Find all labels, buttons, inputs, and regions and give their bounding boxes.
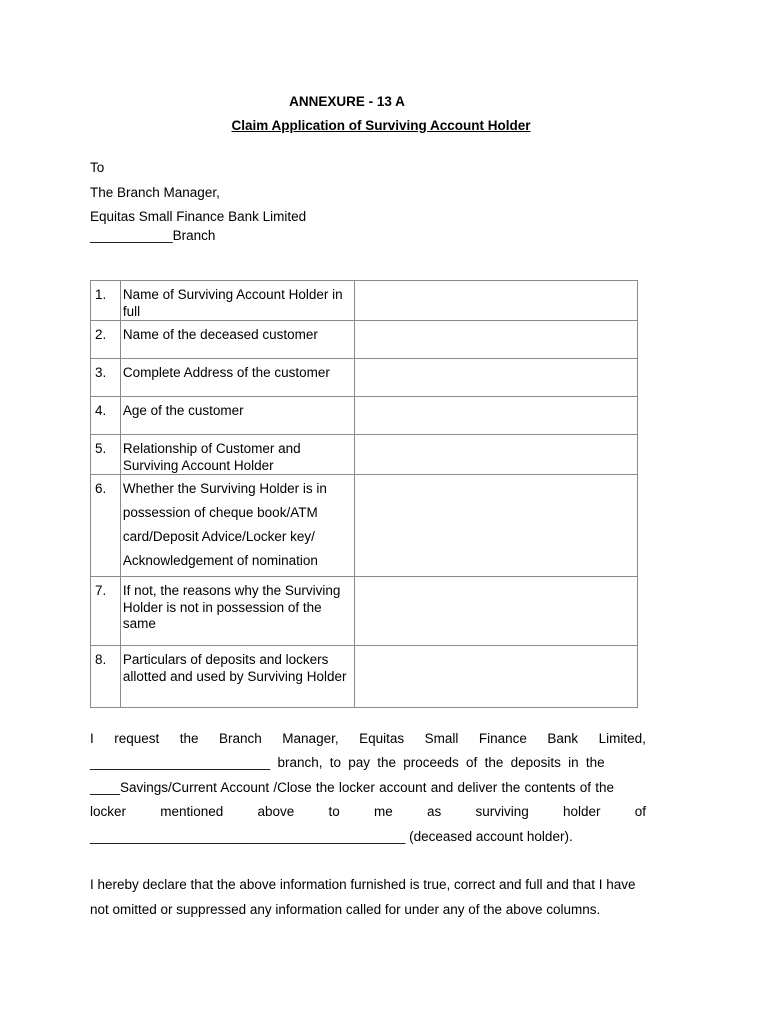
table-row [91,475,638,577]
request-word: above [257,804,295,819]
request-word: Limited, [598,731,646,746]
row-number: 3. [91,359,121,397]
row-number: 5. [91,435,121,475]
request-word: Equitas [359,731,405,746]
request-line-2: ________________________ branch, to pay the proceeds of the deposits in the [90,755,605,770]
claim-form-table [90,280,638,708]
request-word: surviving [475,804,529,819]
table-row [91,577,638,646]
answer-field[interactable] [355,397,638,435]
request-word: Manager, [282,731,339,746]
answer-field[interactable] [355,577,638,646]
form-title: Claim Application of Surviving Account Holder [231,118,531,133]
request-word: Small [424,731,459,746]
request-word: Bank [547,731,579,746]
request-word: to [328,804,340,819]
row-number: 6. [91,475,121,577]
table-row [91,397,638,435]
request-line-3: ____Savings/Current Account /Close the locker account and deliver the contents of the [90,780,615,795]
row-number: 8. [91,646,121,708]
table-row [91,321,638,359]
table-row [91,646,638,708]
address-bank: Equitas Small Finance Bank Limited [90,209,307,224]
address-to: To [90,160,105,175]
request-word: of [634,804,646,819]
address-manager: The Branch Manager, [90,185,220,200]
row-label: Particulars of deposits and lockers allotted and used by Surviving Holder [120,646,355,708]
declaration-line-2: not omitted or suppressed any information called for under any of the above columns. [90,902,601,917]
table-row [91,359,638,397]
row-label: If not, the reasons why the Surviving Holder is not in possession of the same [120,577,355,646]
request-word: the [179,731,199,746]
row-number: 2. [91,321,121,359]
declaration-line-1: I hereby declare that the above information furnished is true, correct and full and that I have [90,877,636,892]
row-label: Name of Surviving Account Holder in full [120,281,355,321]
request-word: holder [562,804,601,819]
request-word: I [90,731,94,746]
annexure-heading: ANNEXURE - 13 A [289,94,405,109]
row-label: Whether the Surviving Holder is in possession of cheque book/ATM card/Deposit Advice/Locker key/ Acknowledgement of nomination [120,475,355,577]
request-word: Finance [478,731,527,746]
answer-field[interactable] [355,281,638,321]
request-word: locker [90,804,127,819]
row-number: 1. [91,281,121,321]
answer-field[interactable] [355,321,638,359]
request-line-1 [90,731,646,746]
row-label: Relationship of Customer and Surviving Account Holder [120,435,355,475]
row-label: Age of the customer [120,397,355,435]
row-number: 7. [91,577,121,646]
request-word: Branch [219,731,262,746]
answer-field[interactable] [355,359,638,397]
request-word: request [114,731,160,746]
row-number: 4. [91,397,121,435]
request-word: mentioned [160,804,224,819]
request-word: as [426,804,442,819]
answer-field[interactable] [355,435,638,475]
row-label: Name of the deceased customer [120,321,355,359]
request-line-4 [90,804,646,819]
request-word: me [374,804,393,819]
address-branch: ___________Branch [90,228,216,243]
answer-field[interactable] [355,646,638,708]
table-row [91,435,638,475]
answer-field[interactable] [355,475,638,577]
row-label: Complete Address of the customer [120,359,355,397]
table-row [91,281,638,321]
request-line-5: __________________________________________ (deceased account holder). [90,829,573,844]
